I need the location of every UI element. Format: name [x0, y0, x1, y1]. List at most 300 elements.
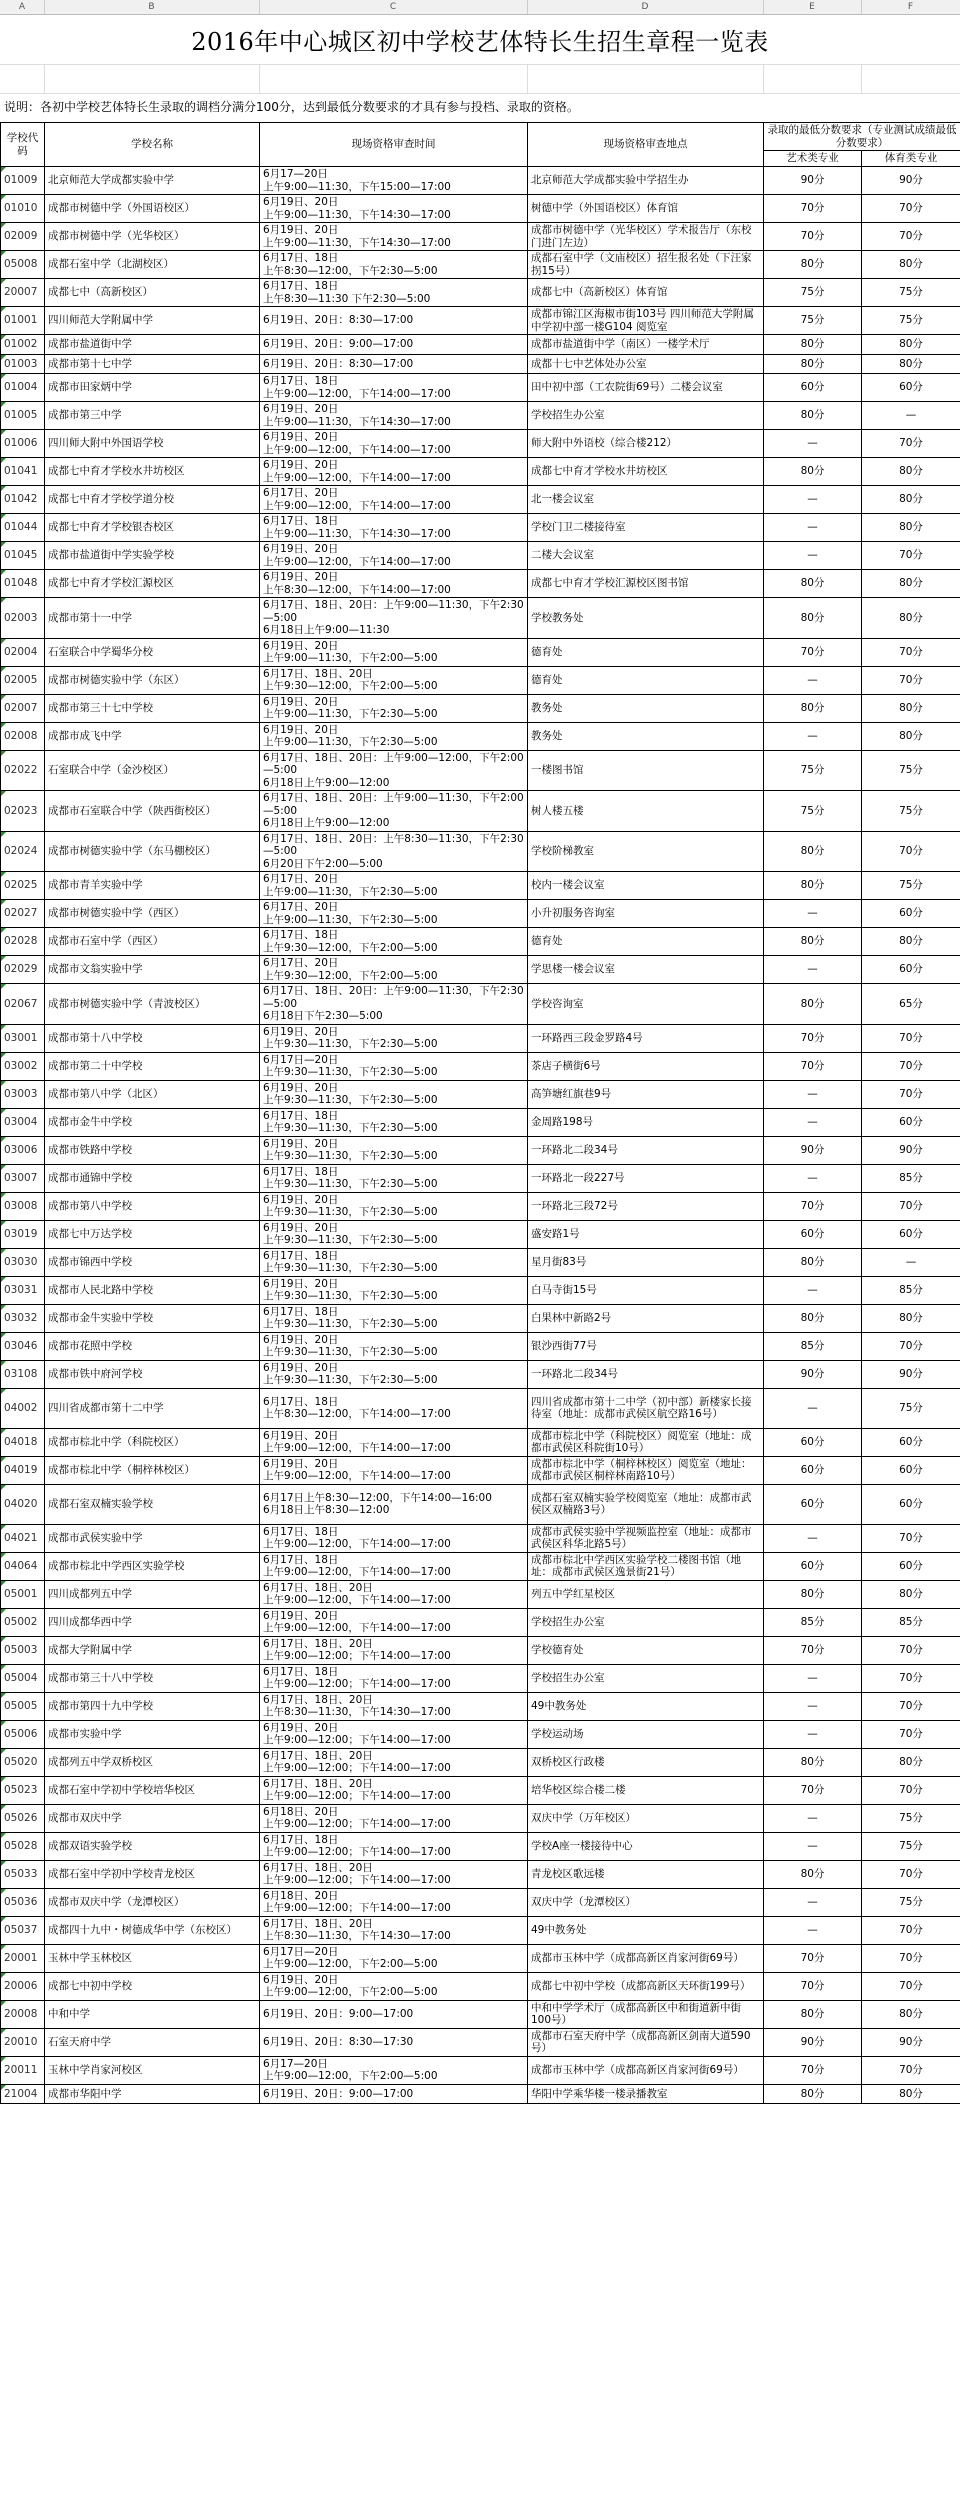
school-code-cell[interactable]: 02022 — [1, 750, 45, 791]
review-time-cell[interactable]: 6月19日、20日 上午9:00—12:00，下午14:00—17:00 — [260, 1608, 528, 1636]
review-place-cell[interactable]: 银沙西街77号 — [528, 1332, 764, 1360]
school-code-cell[interactable]: 01005 — [1, 402, 45, 430]
school-code-cell[interactable]: 05028 — [1, 1832, 45, 1860]
school-code-cell[interactable]: 05033 — [1, 1860, 45, 1888]
art-score-cell[interactable]: — — [764, 514, 862, 542]
school-code-cell[interactable]: 04064 — [1, 1552, 45, 1580]
school-code-cell[interactable]: 02067 — [1, 984, 45, 1025]
review-time-cell[interactable]: 6月17日、18日、20日 上午9:00—12:00，下午14:00—17:00 — [260, 1580, 528, 1608]
school-code-cell[interactable]: 20010 — [1, 2028, 45, 2056]
school-name-cell[interactable]: 成都市第四十九中学校 — [45, 1692, 260, 1720]
art-score-cell[interactable]: — — [764, 1916, 862, 1944]
sport-score-cell[interactable]: 80分 — [862, 2084, 960, 2104]
school-name-cell[interactable]: 成都市第八中学（北区） — [45, 1080, 260, 1108]
review-time-cell[interactable]: 6月17日、20日 上午9:00—12:00，下午14:00—17:00 — [260, 486, 528, 514]
column-letter[interactable]: E — [763, 0, 862, 14]
school-code-cell[interactable]: 03008 — [1, 1192, 45, 1220]
column-letter[interactable]: F — [861, 0, 960, 14]
sport-score-cell[interactable]: 60分 — [862, 1108, 960, 1136]
review-place-cell[interactable]: 培华校区综合楼二楼 — [528, 1776, 764, 1804]
school-name-cell[interactable]: 成都七中初中学校 — [45, 1972, 260, 2000]
art-score-cell[interactable]: 70分 — [764, 1972, 862, 2000]
school-name-cell[interactable]: 四川师大附中外国语学校 — [45, 430, 260, 458]
school-name-cell[interactable]: 成都七中育才学校银杏校区 — [45, 514, 260, 542]
school-name-cell[interactable]: 成都市双庆中学 — [45, 1804, 260, 1832]
school-code-cell[interactable]: 02004 — [1, 638, 45, 666]
school-code-cell[interactable]: 02029 — [1, 956, 45, 984]
art-score-cell[interactable]: — — [764, 1804, 862, 1832]
school-code-cell[interactable]: 01006 — [1, 430, 45, 458]
review-place-cell[interactable]: 高笋塘红旗巷9号 — [528, 1080, 764, 1108]
school-code-cell[interactable]: 02008 — [1, 722, 45, 750]
review-place-cell[interactable]: 白马寺街15号 — [528, 1276, 764, 1304]
review-time-cell[interactable]: 6月17日、18日 上午9:00—12:00，下午14:00—17:00 — [260, 374, 528, 402]
art-score-cell[interactable]: 75分 — [764, 750, 862, 791]
school-code-cell[interactable]: 02007 — [1, 694, 45, 722]
column-letter[interactable]: A — [0, 0, 45, 14]
review-place-cell[interactable]: 学校咨询室 — [528, 984, 764, 1025]
review-time-cell[interactable]: 6月17日上午8:30—12:00，下午14:00—16:00 6月18日上午8:30—12:00 — [260, 1484, 528, 1524]
art-score-cell[interactable]: 80分 — [764, 1748, 862, 1776]
art-score-cell[interactable]: — — [764, 1080, 862, 1108]
review-time-cell[interactable]: 6月17日、20日 上午9:30—12:00，下午2:00—5:00 — [260, 956, 528, 984]
sport-score-cell[interactable]: 70分 — [862, 1524, 960, 1552]
review-place-cell[interactable]: 华阳中学乘华楼一楼录播教室 — [528, 2084, 764, 2104]
review-place-cell[interactable]: 双桥校区行政楼 — [528, 1748, 764, 1776]
review-place-cell[interactable]: 列五中学红星校区 — [528, 1580, 764, 1608]
review-time-cell[interactable]: 6月17日、18日 上午9:30—11:30，下午2:30—5:00 — [260, 1108, 528, 1136]
sport-score-cell[interactable]: 65分 — [862, 984, 960, 1025]
review-time-cell[interactable]: 6月17日、18日 上午9:00—12:00，下午14:00—17:00 — [260, 1524, 528, 1552]
art-score-cell[interactable]: 75分 — [764, 279, 862, 307]
art-score-cell[interactable]: 60分 — [764, 1552, 862, 1580]
art-score-cell[interactable]: — — [764, 1388, 862, 1428]
art-score-cell[interactable]: 60分 — [764, 1428, 862, 1456]
school-name-cell[interactable]: 成都市实验中学 — [45, 1720, 260, 1748]
art-score-cell[interactable]: 80分 — [764, 1248, 862, 1276]
art-score-cell[interactable]: 80分 — [764, 402, 862, 430]
school-name-cell[interactable]: 成都市树德中学（光华校区） — [45, 223, 260, 251]
school-code-cell[interactable]: 03002 — [1, 1052, 45, 1080]
sport-score-cell[interactable]: 70分 — [862, 666, 960, 694]
art-score-cell[interactable]: 90分 — [764, 167, 862, 195]
column-letter[interactable]: C — [259, 0, 528, 14]
review-place-cell[interactable]: 学校招生办公室 — [528, 402, 764, 430]
school-code-cell[interactable]: 02005 — [1, 666, 45, 694]
review-place-cell[interactable]: 金周路198号 — [528, 1108, 764, 1136]
art-score-cell[interactable]: — — [764, 1276, 862, 1304]
sport-score-cell[interactable]: 70分 — [862, 1332, 960, 1360]
school-name-cell[interactable]: 成都市树德实验中学（西区） — [45, 900, 260, 928]
school-code-cell[interactable]: 20008 — [1, 2000, 45, 2028]
review-place-cell[interactable]: 49中教务处 — [528, 1916, 764, 1944]
review-place-cell[interactable]: 成都市石室天府中学（成都高新区剑南大道590号） — [528, 2028, 764, 2056]
review-time-cell[interactable]: 6月17日、18日、20日：上午9:00—11:30，下午2:30—5:00 6月18日上午9:00—11:30 — [260, 598, 528, 639]
school-name-cell[interactable]: 成都市人民北路中学校 — [45, 1276, 260, 1304]
review-place-cell[interactable]: 成都十七中艺体处办公室 — [528, 354, 764, 374]
art-score-cell[interactable]: 80分 — [764, 335, 862, 355]
school-name-cell[interactable]: 成都石室中学初中学校培华校区 — [45, 1776, 260, 1804]
sport-score-cell[interactable]: 60分 — [862, 1456, 960, 1484]
school-name-cell[interactable]: 成都石室中学初中学校青龙校区 — [45, 1860, 260, 1888]
sport-score-cell[interactable]: 75分 — [862, 1832, 960, 1860]
school-name-cell[interactable]: 成都市第十八中学校 — [45, 1024, 260, 1052]
review-time-cell[interactable]: 6月17日、18日 上午9:30—11:30，下午2:30—5:00 — [260, 1164, 528, 1192]
school-name-cell[interactable]: 玉林中学玉林校区 — [45, 1944, 260, 1972]
school-name-cell[interactable]: 成都市盐道街中学实验学校 — [45, 542, 260, 570]
sport-score-cell[interactable]: 80分 — [862, 1304, 960, 1332]
sport-score-cell[interactable]: 70分 — [862, 1192, 960, 1220]
school-code-cell[interactable]: 05008 — [1, 251, 45, 279]
school-code-cell[interactable]: 05006 — [1, 1720, 45, 1748]
review-time-cell[interactable]: 6月18日、20日 上午9:00—12:00；下午14:00—17:00 — [260, 1888, 528, 1916]
review-place-cell[interactable]: 双庆中学（龙潭校区） — [528, 1888, 764, 1916]
column-letter[interactable]: D — [527, 0, 764, 14]
school-code-cell[interactable]: 01003 — [1, 354, 45, 374]
school-name-cell[interactable]: 成都市成飞中学 — [45, 722, 260, 750]
review-time-cell[interactable]: 6月19日、20日 上午9:30—11:30，下午2:30—5:00 — [260, 1360, 528, 1388]
art-score-cell[interactable]: 70分 — [764, 2056, 862, 2084]
school-code-cell[interactable]: 04018 — [1, 1428, 45, 1456]
sport-score-cell[interactable]: 70分 — [862, 638, 960, 666]
sport-score-cell[interactable]: 60分 — [862, 900, 960, 928]
sport-score-cell[interactable]: 70分 — [862, 1916, 960, 1944]
review-place-cell[interactable]: 德育处 — [528, 638, 764, 666]
art-score-cell[interactable]: 60分 — [764, 1484, 862, 1524]
school-name-cell[interactable]: 成都市树德实验中学（东区） — [45, 666, 260, 694]
review-place-cell[interactable]: 四川省成都市第十二中学（初中部）新楼家长接待室（地址：成都市武侯区航空路16号） — [528, 1388, 764, 1428]
school-name-cell[interactable]: 成都市棕北中学（桐梓林校区） — [45, 1456, 260, 1484]
review-place-cell[interactable]: 校内一楼会议室 — [528, 872, 764, 900]
column-letter[interactable]: B — [44, 0, 260, 14]
school-code-cell[interactable]: 05001 — [1, 1580, 45, 1608]
school-name-cell[interactable]: 四川成都列五中学 — [45, 1580, 260, 1608]
review-place-cell[interactable]: 学校阶梯教室 — [528, 831, 764, 872]
sport-score-cell[interactable]: 90分 — [862, 1136, 960, 1164]
art-score-cell[interactable]: 60分 — [764, 1456, 862, 1484]
sport-score-cell[interactable]: 70分 — [862, 1944, 960, 1972]
review-time-cell[interactable]: 6月17日、20日 上午9:00—11:30，下午2:30—5:00 — [260, 900, 528, 928]
review-time-cell[interactable]: 6月19日、20日：8:30—17:00 — [260, 307, 528, 335]
sport-score-cell[interactable]: 80分 — [862, 1748, 960, 1776]
review-time-cell[interactable]: 6月19日、20日 上午9:00—12:00，下午14:00—17:00 — [260, 542, 528, 570]
art-score-cell[interactable]: 60分 — [764, 374, 862, 402]
review-time-cell[interactable]: 6月17日、18日、20日 上午9:00—12:00；下午14:00—17:00 — [260, 1636, 528, 1664]
review-place-cell[interactable]: 成都市棕北中学（桐梓林校区）阅览室（地址：成都市武侯区桐梓林南路10号） — [528, 1456, 764, 1484]
review-place-cell[interactable]: 树人楼五楼 — [528, 791, 764, 832]
school-name-cell[interactable]: 成都七中育才学校水井坊校区 — [45, 458, 260, 486]
school-name-cell[interactable]: 成都市第二十中学校 — [45, 1052, 260, 1080]
art-score-cell[interactable]: 90分 — [764, 1360, 862, 1388]
school-name-cell[interactable]: 成都市盐道街中学 — [45, 335, 260, 355]
art-score-cell[interactable]: 80分 — [764, 598, 862, 639]
sport-score-cell[interactable]: 75分 — [862, 279, 960, 307]
review-place-cell[interactable]: 学校教务处 — [528, 598, 764, 639]
sport-score-cell[interactable]: 70分 — [862, 1720, 960, 1748]
review-time-cell[interactable]: 6月17日、18日 上午8:30—12:00，下午14:00—17:00 — [260, 1388, 528, 1428]
art-score-cell[interactable]: — — [764, 666, 862, 694]
school-code-cell[interactable]: 03007 — [1, 1164, 45, 1192]
school-code-cell[interactable]: 01044 — [1, 514, 45, 542]
review-time-cell[interactable]: 6月17日、18日、20日：上午9:00—11:30，下午2:00—5:00 6月18日上午9:00—12:00 — [260, 791, 528, 832]
school-name-cell[interactable]: 四川省成都市第十二中学 — [45, 1388, 260, 1428]
review-time-cell[interactable]: 6月17日、18日、20日 上午9:30—12:00，下午2:00—5:00 — [260, 666, 528, 694]
sport-score-cell[interactable]: 75分 — [862, 1888, 960, 1916]
school-code-cell[interactable]: 01048 — [1, 570, 45, 598]
art-score-cell[interactable]: 80分 — [764, 458, 862, 486]
school-code-cell[interactable]: 03030 — [1, 1248, 45, 1276]
school-code-cell[interactable]: 20001 — [1, 1944, 45, 1972]
school-name-cell[interactable]: 成都市第三十七中学校 — [45, 694, 260, 722]
school-code-cell[interactable]: 03108 — [1, 1360, 45, 1388]
art-score-cell[interactable]: 80分 — [764, 1580, 862, 1608]
sport-score-cell[interactable]: 80分 — [862, 1580, 960, 1608]
school-name-cell[interactable]: 石室联合中学蜀华分校 — [45, 638, 260, 666]
sport-score-cell[interactable]: 85分 — [862, 1164, 960, 1192]
review-place-cell[interactable]: 学校德育处 — [528, 1636, 764, 1664]
school-name-cell[interactable]: 成都七中育才学校学道分校 — [45, 486, 260, 514]
sport-score-cell[interactable]: 80分 — [862, 2000, 960, 2028]
school-name-cell[interactable]: 成都市武侯实验中学 — [45, 1524, 260, 1552]
school-name-cell[interactable]: 成都市石室中学（西区） — [45, 928, 260, 956]
school-code-cell[interactable]: 02023 — [1, 791, 45, 832]
review-time-cell[interactable]: 6月17—20日 上午9:00—12:00，下午2:00—5:00 — [260, 2056, 528, 2084]
school-name-cell[interactable]: 北京师范大学成都实验中学 — [45, 167, 260, 195]
art-score-cell[interactable]: — — [764, 900, 862, 928]
school-name-cell[interactable]: 成都七中万达学校 — [45, 1220, 260, 1248]
school-name-cell[interactable]: 四川成都华西中学 — [45, 1608, 260, 1636]
review-place-cell[interactable]: 成都石室中学（文庙校区）招生报名处（下汪家拐15号） — [528, 251, 764, 279]
review-place-cell[interactable]: 德育处 — [528, 928, 764, 956]
review-place-cell[interactable]: 中和中学学术厅（成都高新区中和街道新中街100号） — [528, 2000, 764, 2028]
review-time-cell[interactable]: 6月19日、20日 上午9:30—11:30，下午2:30—5:00 — [260, 1332, 528, 1360]
school-code-cell[interactable]: 03006 — [1, 1136, 45, 1164]
art-score-cell[interactable]: — — [764, 956, 862, 984]
school-code-cell[interactable]: 05023 — [1, 1776, 45, 1804]
review-time-cell[interactable]: 6月17日、18日、20日 上午9:00—12:00；下午14:00—17:00 — [260, 1860, 528, 1888]
review-place-cell[interactable]: 成都市棕北中学（科院校区）阅览室（地址：成都市武侯区科院街10号） — [528, 1428, 764, 1456]
review-time-cell[interactable]: 6月17日、18日 上午9:30—12:00，下午2:00—5:00 — [260, 928, 528, 956]
art-score-cell[interactable]: 80分 — [764, 354, 862, 374]
review-place-cell[interactable]: 成都市棕北中学西区实验学校二楼图书馆（地址：成都市武侯区逸景街21号） — [528, 1552, 764, 1580]
art-score-cell[interactable]: — — [764, 1888, 862, 1916]
art-score-cell[interactable]: 70分 — [764, 1636, 862, 1664]
review-place-cell[interactable]: 北京师范大学成都实验中学招生办 — [528, 167, 764, 195]
sport-score-cell[interactable]: 70分 — [862, 1972, 960, 2000]
review-time-cell[interactable]: 6月19日、20日 上午8:30—12:00，下午14:00—17:00 — [260, 570, 528, 598]
school-name-cell[interactable]: 成都市铁路中学校 — [45, 1136, 260, 1164]
art-score-cell[interactable]: 80分 — [764, 2084, 862, 2104]
school-name-cell[interactable]: 成都四十九中・树德成华中学（东校区） — [45, 1916, 260, 1944]
school-code-cell[interactable]: 05020 — [1, 1748, 45, 1776]
art-score-cell[interactable]: 80分 — [764, 694, 862, 722]
sport-score-cell[interactable]: 70分 — [862, 1664, 960, 1692]
sport-score-cell[interactable]: 70分 — [862, 831, 960, 872]
sport-score-cell[interactable]: 75分 — [862, 791, 960, 832]
sport-score-cell[interactable]: 80分 — [862, 335, 960, 355]
review-place-cell[interactable]: 树德中学（外国语校区）体育馆 — [528, 195, 764, 223]
sport-score-cell[interactable]: 80分 — [862, 251, 960, 279]
school-name-cell[interactable]: 成都市文翁实验中学 — [45, 956, 260, 984]
school-name-cell[interactable]: 成都市第三中学 — [45, 402, 260, 430]
sport-score-cell[interactable]: 70分 — [862, 1052, 960, 1080]
school-name-cell[interactable]: 成都七中（高新校区） — [45, 279, 260, 307]
sport-score-cell[interactable]: 90分 — [862, 167, 960, 195]
art-score-cell[interactable]: 80分 — [764, 1860, 862, 1888]
review-time-cell[interactable]: 6月19日、20日 上午9:30—11:30，下午2:30—5:00 — [260, 1220, 528, 1248]
school-code-cell[interactable]: 01004 — [1, 374, 45, 402]
school-name-cell[interactable]: 中和中学 — [45, 2000, 260, 2028]
school-name-cell[interactable]: 石室天府中学 — [45, 2028, 260, 2056]
school-code-cell[interactable]: 04019 — [1, 1456, 45, 1484]
review-place-cell[interactable]: 49中教务处 — [528, 1692, 764, 1720]
review-place-cell[interactable]: 成都七中育才学校汇源校区图书馆 — [528, 570, 764, 598]
review-time-cell[interactable]: 6月19日、20日 上午9:00—11:30，下午14:30—17:00 — [260, 402, 528, 430]
art-score-cell[interactable]: — — [764, 1720, 862, 1748]
art-score-cell[interactable]: — — [764, 722, 862, 750]
art-score-cell[interactable]: 70分 — [764, 1776, 862, 1804]
sport-score-cell[interactable]: — — [862, 402, 960, 430]
review-place-cell[interactable]: 田中初中部（工农院街69号）二楼会议室 — [528, 374, 764, 402]
review-time-cell[interactable]: 6月19日、20日：9:00—17:00 — [260, 2000, 528, 2028]
school-name-cell[interactable]: 成都市锦西中学校 — [45, 1248, 260, 1276]
sport-score-cell[interactable]: 80分 — [862, 458, 960, 486]
review-place-cell[interactable]: 学校门卫二楼接待室 — [528, 514, 764, 542]
review-time-cell[interactable]: 6月17日、18日、20日：上午9:00—11:30，下午2:30—5:00 6月18日下午2:30—5:00 — [260, 984, 528, 1025]
review-time-cell[interactable]: 6月18日、20日 上午9:00—12:00；下午14:00—17:00 — [260, 1804, 528, 1832]
sport-score-cell[interactable]: 80分 — [862, 694, 960, 722]
review-time-cell[interactable]: 6月17日、18日、20日：上午8:30—11:30，下午2:30—5:00 6月20日下午2:00—5:00 — [260, 831, 528, 872]
art-score-cell[interactable]: 70分 — [764, 1052, 862, 1080]
review-place-cell[interactable]: 学校运动场 — [528, 1720, 764, 1748]
review-time-cell[interactable]: 6月17日、18日、20日 上午9:00—12:00；下午14:00—17:00 — [260, 1776, 528, 1804]
sport-score-cell[interactable]: 85分 — [862, 1276, 960, 1304]
art-score-cell[interactable]: — — [764, 1832, 862, 1860]
review-time-cell[interactable]: 6月17日、18日 上午9:00—12:00；下午14:00—17:00 — [260, 1832, 528, 1860]
review-place-cell[interactable]: 学校招生办公室 — [528, 1608, 764, 1636]
sport-score-cell[interactable]: 90分 — [862, 1360, 960, 1388]
review-place-cell[interactable]: 北一楼会议室 — [528, 486, 764, 514]
review-time-cell[interactable]: 6月19日、20日 上午9:00—12:00，下午14:00—17:00 — [260, 1428, 528, 1456]
school-code-cell[interactable]: 02025 — [1, 872, 45, 900]
review-place-cell[interactable]: 成都市锦江区海椒市街103号 四川师范大学附属中学初中部一楼G104 阅览室 — [528, 307, 764, 335]
review-time-cell[interactable]: 6月17日、18日 上午8:30—12:00，下午2:30—5:00 — [260, 251, 528, 279]
art-score-cell[interactable]: 90分 — [764, 2028, 862, 2056]
art-score-cell[interactable]: — — [764, 430, 862, 458]
sport-score-cell[interactable]: 60分 — [862, 1428, 960, 1456]
review-place-cell[interactable]: 教务处 — [528, 722, 764, 750]
review-place-cell[interactable]: 茶店子横街6号 — [528, 1052, 764, 1080]
school-code-cell[interactable]: 20007 — [1, 279, 45, 307]
review-time-cell[interactable]: 6月19日、20日 上午9:00—12:00，下午14:00—17:00 — [260, 430, 528, 458]
school-name-cell[interactable]: 成都市第十一中学 — [45, 598, 260, 639]
school-code-cell[interactable]: 02003 — [1, 598, 45, 639]
review-place-cell[interactable]: 成都市树德中学（光华校区）学术报告厅（东校门进门左边） — [528, 223, 764, 251]
sport-score-cell[interactable]: 70分 — [862, 542, 960, 570]
school-code-cell[interactable]: 03019 — [1, 1220, 45, 1248]
sport-score-cell[interactable]: 70分 — [862, 1776, 960, 1804]
review-time-cell[interactable]: 6月17日、18日 上午9:00—11:30，下午14:30—17:00 — [260, 514, 528, 542]
school-code-cell[interactable]: 20006 — [1, 1972, 45, 2000]
school-name-cell[interactable]: 四川师范大学附属中学 — [45, 307, 260, 335]
art-score-cell[interactable]: — — [764, 486, 862, 514]
school-code-cell[interactable]: 01041 — [1, 458, 45, 486]
review-place-cell[interactable]: 一环路北三段72号 — [528, 1192, 764, 1220]
sport-score-cell[interactable]: 60分 — [862, 1484, 960, 1524]
art-score-cell[interactable]: 60分 — [764, 1220, 862, 1248]
review-time-cell[interactable]: 6月17日—20日 上午9:30—11:30，下午2:30—5:00 — [260, 1052, 528, 1080]
review-place-cell[interactable]: 白果林中新路2号 — [528, 1304, 764, 1332]
school-name-cell[interactable]: 成都市树德中学（外国语校区） — [45, 195, 260, 223]
sport-score-cell[interactable]: 70分 — [862, 1860, 960, 1888]
review-place-cell[interactable]: 双庆中学（万年校区） — [528, 1804, 764, 1832]
sport-score-cell[interactable]: 80分 — [862, 722, 960, 750]
school-code-cell[interactable]: 05037 — [1, 1916, 45, 1944]
sport-score-cell[interactable]: 80分 — [862, 570, 960, 598]
school-name-cell[interactable]: 成都市青羊实验中学 — [45, 872, 260, 900]
school-code-cell[interactable]: 01002 — [1, 335, 45, 355]
sport-score-cell[interactable]: 75分 — [862, 872, 960, 900]
review-place-cell[interactable]: 学思楼一楼会议室 — [528, 956, 764, 984]
review-time-cell[interactable]: 6月19日、20日 上午9:00—12:00；下午14:00—17:00 — [260, 1720, 528, 1748]
school-name-cell[interactable]: 成都大学附属中学 — [45, 1636, 260, 1664]
school-code-cell[interactable]: 01009 — [1, 167, 45, 195]
review-place-cell[interactable]: 学校A座一楼接待中心 — [528, 1832, 764, 1860]
art-score-cell[interactable]: 85分 — [764, 1332, 862, 1360]
review-place-cell[interactable]: 成都七中初中学校（成都高新区天环街199号） — [528, 1972, 764, 2000]
review-time-cell[interactable]: 6月19日、20日 上午9:00—11:30，下午2:30—5:00 — [260, 694, 528, 722]
art-score-cell[interactable]: 80分 — [764, 1304, 862, 1332]
school-code-cell[interactable]: 02009 — [1, 223, 45, 251]
art-score-cell[interactable]: 70分 — [764, 1944, 862, 1972]
school-name-cell[interactable]: 成都七中育才学校汇源校区 — [45, 570, 260, 598]
review-place-cell[interactable]: 成都七中育才学校水井坊校区 — [528, 458, 764, 486]
review-place-cell[interactable]: 德育处 — [528, 666, 764, 694]
school-code-cell[interactable]: 01010 — [1, 195, 45, 223]
school-name-cell[interactable]: 玉林中学肖家河校区 — [45, 2056, 260, 2084]
school-name-cell[interactable]: 成都市第八中学校 — [45, 1192, 260, 1220]
school-name-cell[interactable]: 成都市通锦中学校 — [45, 1164, 260, 1192]
review-time-cell[interactable]: 6月17日、18日 上午9:00—12:00，下午14:00—17:00 — [260, 1552, 528, 1580]
sport-score-cell[interactable]: 80分 — [862, 598, 960, 639]
review-time-cell[interactable]: 6月19日、20日：9:00—17:00 — [260, 2084, 528, 2104]
school-code-cell[interactable]: 05026 — [1, 1804, 45, 1832]
school-code-cell[interactable]: 05002 — [1, 1608, 45, 1636]
review-time-cell[interactable]: 6月19日、20日：8:30—17:00 — [260, 354, 528, 374]
school-name-cell[interactable]: 成都列五中学双桥校区 — [45, 1748, 260, 1776]
school-name-cell[interactable]: 成都市棕北中学西区实验学校 — [45, 1552, 260, 1580]
review-time-cell[interactable]: 6月19日、20日 上午9:00—12:00，下午2:00—5:00 — [260, 1972, 528, 2000]
sport-score-cell[interactable]: 60分 — [862, 956, 960, 984]
school-code-cell[interactable]: 02028 — [1, 928, 45, 956]
art-score-cell[interactable]: — — [764, 1524, 862, 1552]
review-place-cell[interactable]: 星月街83号 — [528, 1248, 764, 1276]
review-time-cell[interactable]: 6月19日、20日 上午9:30—11:30，下午2:30—5:00 — [260, 1276, 528, 1304]
school-name-cell[interactable]: 成都双语实验学校 — [45, 1832, 260, 1860]
review-time-cell[interactable]: 6月19日、20日：8:30—17:30 — [260, 2028, 528, 2056]
school-name-cell[interactable]: 成都市铁中府河学校 — [45, 1360, 260, 1388]
school-name-cell[interactable]: 成都市花照中学校 — [45, 1332, 260, 1360]
review-time-cell[interactable]: 6月17日—20日 上午9:00—12:00，下午2:00—5:00 — [260, 1944, 528, 1972]
review-place-cell[interactable]: 青龙校区歌远楼 — [528, 1860, 764, 1888]
review-time-cell[interactable]: 6月17日、18日 上午9:30—11:30，下午2:30—5:00 — [260, 1304, 528, 1332]
sport-score-cell[interactable]: 85分 — [862, 1608, 960, 1636]
review-time-cell[interactable]: 6月19日、20日 上午9:00—11:30，下午14:30—17:00 — [260, 223, 528, 251]
school-code-cell[interactable]: 04002 — [1, 1388, 45, 1428]
review-place-cell[interactable]: 一环路西三段金罗路4号 — [528, 1024, 764, 1052]
review-place-cell[interactable]: 一环路北二段34号 — [528, 1360, 764, 1388]
school-name-cell[interactable]: 成都市第十七中学 — [45, 354, 260, 374]
